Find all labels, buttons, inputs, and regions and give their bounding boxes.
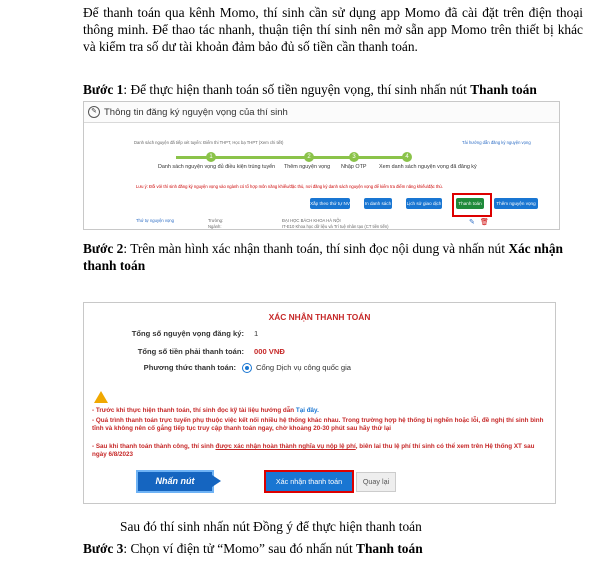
step3-bold: Thanh toán — [356, 541, 423, 556]
note-3-date: 6/8/2023 — [108, 451, 133, 458]
total-money-value: 000 VNĐ — [254, 347, 285, 356]
step2-line — [83, 240, 583, 274]
note-1 — [92, 407, 547, 415]
row-school: ĐẠI HỌC BÁCH KHOA HÀ NỘI — [282, 218, 341, 223]
after-text: Sau đó thí sinh nhấn nút Đồng ý để thực hiện thanh toán — [120, 519, 422, 534]
row-header: Thứ tự nguyện vọng — [136, 218, 174, 223]
step1-text: : Để thực hiện thanh toán số tiền nguyện vọng, thí sinh nhấn nút — [123, 82, 471, 97]
edit-row-icon[interactable]: ✎ — [469, 219, 475, 226]
print-button[interactable]: In danh sách — [364, 198, 392, 209]
total-wishes-value: 1 — [254, 329, 259, 338]
intro-paragraph: Để thanh toán qua kênh Momo, thí sinh cần sử dụng app Momo đã cài đặt trên điện thoại thông minh. Để thao tác nhanh, thuận tiện thí sinh nên mở sẵn app Momo trên thiết bị khác và kiểm tra số dư tài khoản đảm bảo đủ số tiền cần thanh toán. — [83, 5, 583, 54]
note-2: - Quá trình thanh toán trực tuyến phụ thuộc việc kết nối nhiều hệ thống khác nhau. Trong trường hợp hệ thống bị nghẽn hoặc lỗi, đề nghị thí sinh bình tĩnh và không nên cố gắng tiếp tục truy cập thanh toán ngay, chờ khoảng 20-30 phút sau hãy thử lại — [92, 417, 544, 432]
sort-button[interactable]: Xắp theo thứ tự NV — [310, 198, 350, 209]
registration-screenshot — [83, 101, 560, 230]
progress-label-1: Danh sách nguyện vọng đủ điều kiện trúng tuyển — [158, 164, 276, 170]
step1-line — [83, 81, 583, 98]
warning-note: Lưu ý: Đối với thí sinh đăng ký nguyện vọng vào ngành có tổ hợp môn năng khiếu/đặc thù, nơi đăng ký danh sách nguyện vọng để kiểm tra điểm năng khiếu/đặc thù. — [136, 184, 443, 189]
method-value: Cổng Dịch vụ công quốc gia — [256, 363, 351, 372]
note-3-underline: được xác nhận hoàn thành nghĩa vụ nộp lệ phí — [215, 443, 356, 450]
step3-text: : Chọn ví điện tử “Momo” sau đó nhấn nút — [123, 541, 357, 556]
note-1-text: - Trước khi thực hiện thanh toán, thí sinh đọc kỹ tài liệu hướng dẫn — [92, 407, 296, 414]
progress-label-4: Xem danh sách nguyện vọng đã đăng ký — [379, 164, 477, 170]
total-money-label: Tổng số tiền phải thanh toán: — [137, 347, 244, 356]
guide-here-link[interactable]: Tại đây. — [295, 407, 319, 414]
top-note: Danh sách nguyện đã tiếp xét tuyển: Điểm thi THPT, Học bạ THPT (Xem chi tiết) — [134, 140, 284, 145]
progress-step-2: 2 — [304, 152, 314, 162]
registration-header — [84, 102, 559, 123]
history-button[interactable]: Lịch sử giao dịch — [406, 198, 442, 209]
step3-line — [83, 540, 583, 557]
progress-label-2: Thêm nguyện vọng — [284, 164, 331, 170]
row-school-label: Trường: — [208, 218, 224, 223]
edit-icon: ✎ — [88, 106, 100, 118]
registration-header-title: Thông tin đăng ký nguyện vọng của thí sinh — [104, 106, 288, 118]
step3-label: Bước 3 — [83, 541, 124, 556]
back-button[interactable]: Quay lại — [356, 472, 396, 492]
confirm-screenshot — [83, 302, 556, 504]
method-radio[interactable] — [242, 363, 252, 373]
method-label: Phương thức thanh toán: — [143, 363, 236, 372]
step2-bold: Xác nhận thanh toán — [83, 241, 564, 273]
step1-bold: Thanh toán — [470, 82, 537, 97]
note-3-pre: - Sau khi thanh toán thành công, thí sinh — [92, 443, 216, 450]
note-3 — [92, 443, 547, 459]
step2-text: : Trên màn hình xác nhận thanh toán, thí sinh đọc nội dung và nhấn nút — [123, 241, 509, 256]
delete-row-icon[interactable]: 🗑 — [480, 219, 489, 226]
callout-arrow-icon — [212, 475, 221, 487]
row-major-label: Ngành: — [208, 224, 222, 229]
note-3-post: , biên lai thu lệ phí thí sinh có thể xem trên Hệ thống XT sau ngày — [92, 443, 535, 458]
press-button-callout: Nhấn nút — [136, 470, 214, 493]
row-major: IT-E10 Khoa học dữ liệu và Trí tuệ nhân tạo (CT tiên tiến) — [282, 224, 389, 229]
highlight-box — [452, 193, 492, 217]
confirm-title: XÁC NHẬN THANH TOÁN — [268, 312, 371, 322]
add-wish-button[interactable]: Thêm nguyện vọng — [494, 198, 538, 209]
step2-label: Bước 2 — [83, 241, 124, 256]
total-wishes-label: Tổng số nguyện vọng đăng ký: — [131, 329, 244, 338]
progress-step-1: 1 — [206, 152, 216, 162]
progress-label-3: Nhập OTP — [341, 164, 367, 170]
pay-button[interactable]: Thanh toán — [456, 198, 484, 209]
warning-icon — [94, 391, 108, 403]
guide-link[interactable]: Tải hướng dẫn đăng ký nguyện vọng — [462, 140, 531, 145]
progress-step-4: 4 — [402, 152, 412, 162]
step1-label: Bước 1 — [83, 82, 124, 97]
progress-step-3: 3 — [349, 152, 359, 162]
confirm-payment-button[interactable]: Xác nhận thanh toán — [264, 470, 354, 493]
